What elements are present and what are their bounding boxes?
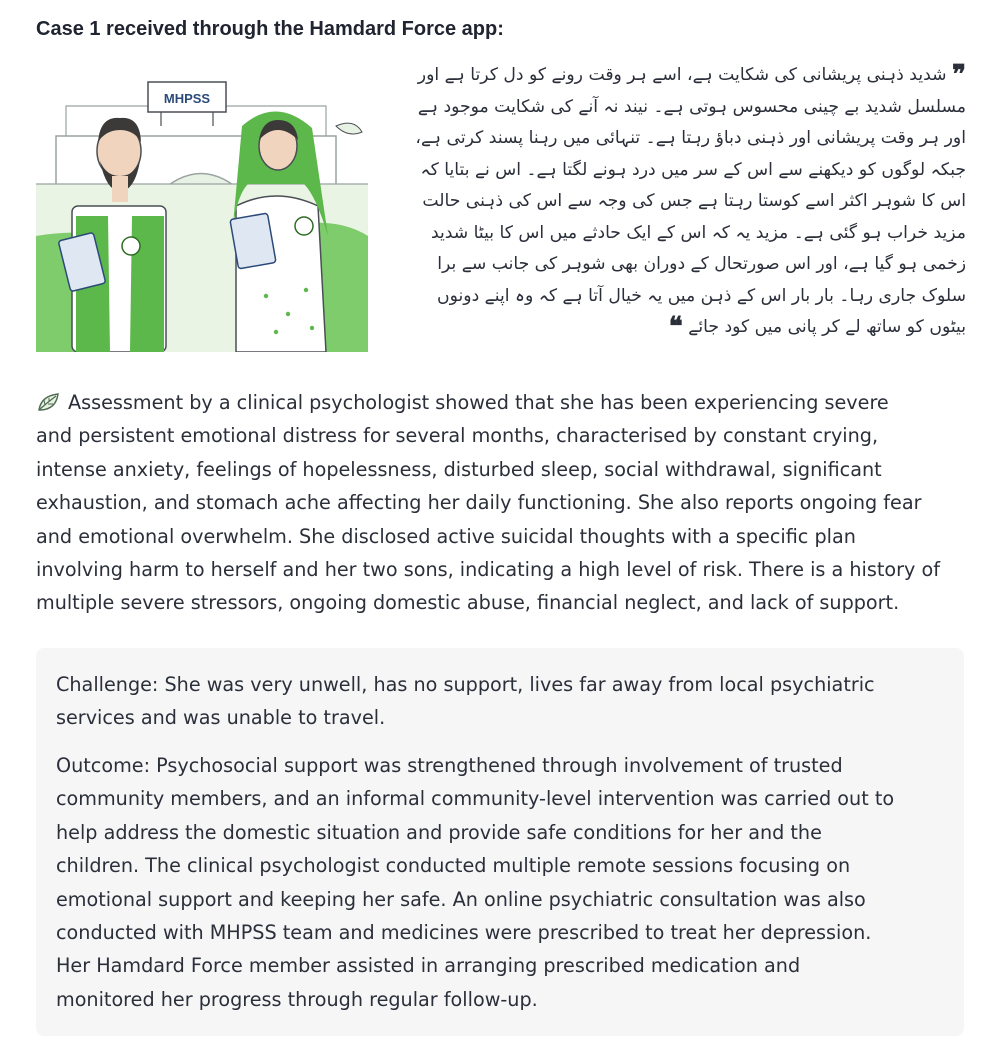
urdu-line: مزید خراب ہو گئی ہے۔ مزید یہ کہ اس کے ایک حادثے میں اس کا بیٹا شدید xyxy=(430,222,966,243)
outcome-line: monitored her progress through regular follow-up. xyxy=(56,987,538,1011)
case-title: Case 1 received through the Hamdard Force app: xyxy=(36,18,504,40)
assessment-line: exhaustion, and stomach ache affecting her daily functioning. She also reports ongoing fear xyxy=(36,491,922,515)
outcome-line: Outcome: Psychosocial support was strengthened through involvement of trusted xyxy=(56,754,843,777)
urdu-line xyxy=(378,60,966,92)
female-health-worker xyxy=(230,111,328,352)
challenge-paragraph xyxy=(56,668,875,735)
assessment-line-text: Assessment by a clinical psychologist showed that she has been experiencing severe xyxy=(68,391,889,414)
urdu-line: مسلسل شدید بے چینی محسوس ہوتی ہے۔ نیند نہ آنے کی شکایت موجود ہے xyxy=(417,96,966,117)
urdu-line: زخمی ہو گیا ہے، اور اس صورتحال کے دوران بھی شوہر کی جانب سے برا xyxy=(437,254,966,274)
challenge-line: Challenge: She was very unwell, has no support, lives far away from local psychiatric xyxy=(56,673,875,696)
close-quote-icon: ❝ xyxy=(668,312,683,342)
urdu-line-text: بیٹوں کو ساتھ لے کر پانی میں کود جائے xyxy=(688,317,966,337)
urdu-line-text: شدید ذہنی پریشانی کی شکایت ہے، اسے ہر وقت رونے کو دل کرتا ہے اور xyxy=(417,65,947,85)
outcome-line: community members, and an informal community-level intervention was carried out to xyxy=(56,787,895,811)
urdu-line xyxy=(378,312,966,344)
leaf-icon xyxy=(36,391,62,413)
open-quote-icon: ❞ xyxy=(952,60,966,90)
outcome-line: emotional support and keeping her safe. An online psychiatric consultation was also xyxy=(56,887,866,911)
assessment-paragraph xyxy=(36,386,966,620)
mhpss-sign-text: MHPSS xyxy=(163,91,211,106)
assessment-line: and persistent emotional distress for several months, characterised by constant crying, xyxy=(36,424,879,448)
urdu-line: اس کا شوہر اکثر اسے کوستا رہتا ہے جس کی وجہ سے اس کی ذہنی حالت xyxy=(422,191,966,211)
urdu-line: جبکہ لوگوں کو دیکھنے سے اس کے سر میں درد ہونے لگتا ہے۔ اس نے بتایا کہ xyxy=(420,159,966,180)
outcome-paragraph xyxy=(56,749,894,1016)
urdu-line: اور ہر وقت پریشانی اور ذہنی دباؤ رہتا ہے۔ تنہائی میں رہنا پسند کرتی ہے، xyxy=(415,128,966,148)
urdu-testimony xyxy=(378,60,966,344)
outcome-line: Her Hamdard Force member assisted in arranging prescribed medication and xyxy=(56,954,801,978)
assessment-line: intense anxiety, feelings of hopelessness, disturbed sleep, social withdrawal, significant xyxy=(36,457,882,481)
challenge-line: services and was unable to travel. xyxy=(56,706,386,730)
urdu-line: سلوک جاری رہا۔ بار بار اس کے ذہن میں یہ خیال آتا ہے کہ وہ اپنے دونوں xyxy=(436,285,966,306)
assessment-line: multiple severe stressors, ongoing domestic abuse, financial neglect, and lack of support. xyxy=(36,591,900,615)
assessment-line: and emotional overwhelm. She disclosed active suicidal thoughts with a specific plan xyxy=(36,524,856,548)
assessment-line: involving harm to herself and her two sons, indicating a high level of risk. There is a history of xyxy=(36,558,940,582)
assessment-line xyxy=(36,386,966,419)
outcome-line: conducted with MHPSS team and medicines were prescribed to treat her depression. xyxy=(56,921,872,945)
outcome-line: children. The clinical psychologist conducted multiple remote sessions focusing on xyxy=(56,854,851,878)
challenge-outcome-box xyxy=(36,648,964,1036)
health-workers-illustration xyxy=(36,66,368,352)
illustration xyxy=(36,66,368,352)
outcome-line: help address the domestic situation and provide safe conditions for her and the xyxy=(56,820,822,844)
